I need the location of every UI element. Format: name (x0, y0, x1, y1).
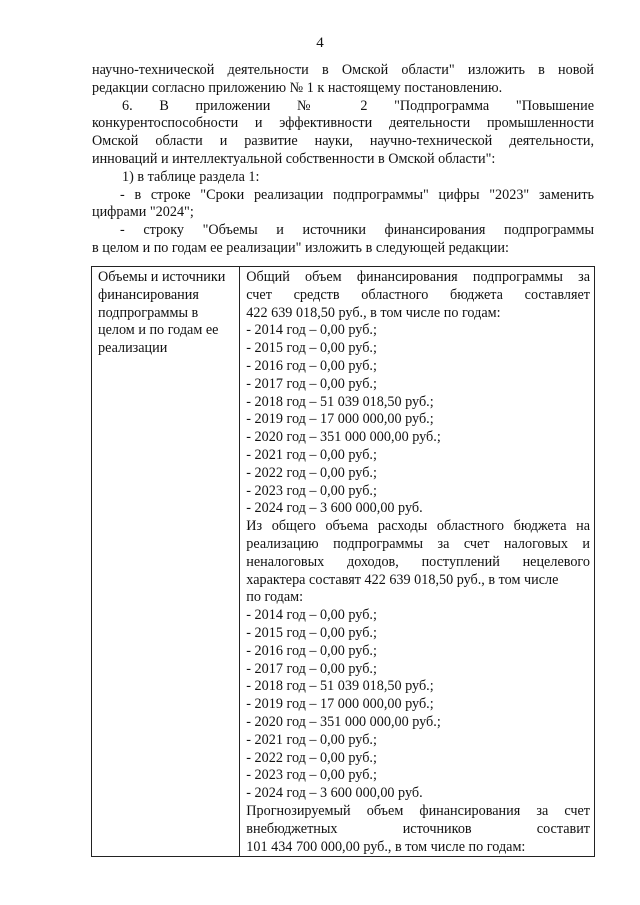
value-line: - 2014 год – 0,00 руб.; (246, 322, 377, 339)
value-line: - 2020 год – 351 000 000,00 руб.; (246, 713, 441, 730)
value-line: - 2023 год – 0,00 руб.; (246, 767, 377, 784)
value-line: - 2015 год – 0,00 руб.; (246, 624, 377, 641)
text-line: научно-технической деятельности в Омской области" изложить в новой (92, 62, 594, 78)
financing-table (91, 266, 595, 857)
row-header-line: подпрограммы в (98, 304, 199, 321)
value-line: по годам: (246, 589, 304, 606)
row-header-line: финансирования (98, 286, 199, 303)
text-line: 6. В приложении № 2 "Подпрограмма "Повышение (122, 97, 594, 114)
value-line: - 2015 год – 0,00 руб.; (246, 340, 377, 357)
value-line: Прогнозируемый объем финансирования за счет (246, 802, 590, 819)
value-line: - 2024 год – 3 600 000,00 руб. (246, 500, 423, 517)
row-header-line: Объемы и источники (98, 269, 226, 285)
value-line: - 2024 год – 3 600 000,00 руб. (246, 785, 423, 802)
value-line: 101 434 700 000,00 руб., в том числе по годам: (246, 838, 526, 855)
text-line: конкурентоспособности и эффективности деятельности промышленности (92, 115, 594, 132)
value-line: - 2022 год – 0,00 руб.; (246, 749, 377, 766)
value-line: - 2020 год – 351 000 000,00 руб.; (246, 429, 441, 446)
value-line: Из общего объема расходы областного бюджета на (246, 518, 590, 535)
value-line: - 2019 год – 17 000 000,00 руб.; (246, 411, 434, 428)
table-row (92, 267, 595, 857)
value-line: - 2021 год – 0,00 руб.; (246, 731, 377, 748)
page-number: 4 (316, 35, 324, 51)
body-text (92, 62, 594, 258)
value-line: Общий объем финансирования подпрограммы за (246, 269, 590, 285)
value-line: внебюджетных источников составит (246, 820, 590, 837)
text-line: редакции согласно приложению № 1 к настоящему постановлению. (92, 79, 503, 96)
row-header-line: целом и по годам ее (98, 322, 219, 339)
value-line: - 2021 год – 0,00 руб.; (246, 446, 377, 463)
value-line: - 2017 год – 0,00 руб.; (246, 660, 377, 677)
value-line: - 2019 год – 17 000 000,00 руб.; (246, 696, 434, 713)
row-header-line: реализации (98, 340, 168, 357)
text-line: Омской области и развитие науки, научно-технической деятельности, (92, 133, 594, 150)
row-value-cell (240, 267, 595, 857)
value-line: неналоговых доходов, поступлений нецелевого (246, 553, 590, 570)
text-line: 1) в таблице раздела 1: (122, 168, 260, 185)
value-line: - 2018 год – 51 039 018,50 руб.; (246, 393, 434, 410)
value-line: - 2023 год – 0,00 руб.; (246, 482, 377, 499)
value-line: - 2022 год – 0,00 руб.; (246, 464, 377, 481)
row-header-cell (92, 267, 240, 857)
text-line: инноваций и интеллектуальной собственности в Омской области": (92, 150, 496, 167)
value-line: - 2014 год – 0,00 руб.; (246, 607, 377, 624)
text-line: - строку "Объемы и источники финансирования подпрограммы (120, 222, 594, 239)
value-line: 422 639 018,50 руб., в том числе по годам: (246, 304, 501, 321)
value-line: - 2016 год – 0,00 руб.; (246, 357, 377, 374)
text-line: цифрами "2024"; (92, 204, 194, 221)
value-line: счет средств областного бюджета составляет (246, 286, 590, 303)
value-line: - 2016 год – 0,00 руб.; (246, 642, 377, 659)
value-line: - 2018 год – 51 039 018,50 руб.; (246, 678, 434, 695)
text-line: в целом и по годам ее реализации" изложить в следующей редакции: (92, 239, 509, 256)
value-line: характера составят 422 639 018,50 руб., в том числе (246, 571, 559, 588)
value-line: - 2017 год – 0,00 руб.; (246, 375, 377, 392)
value-line: реализацию подпрограммы за счет налоговых и (246, 535, 590, 552)
text-line: - в строке "Сроки реализации подпрограммы" цифры "2023" заменить (120, 186, 594, 203)
